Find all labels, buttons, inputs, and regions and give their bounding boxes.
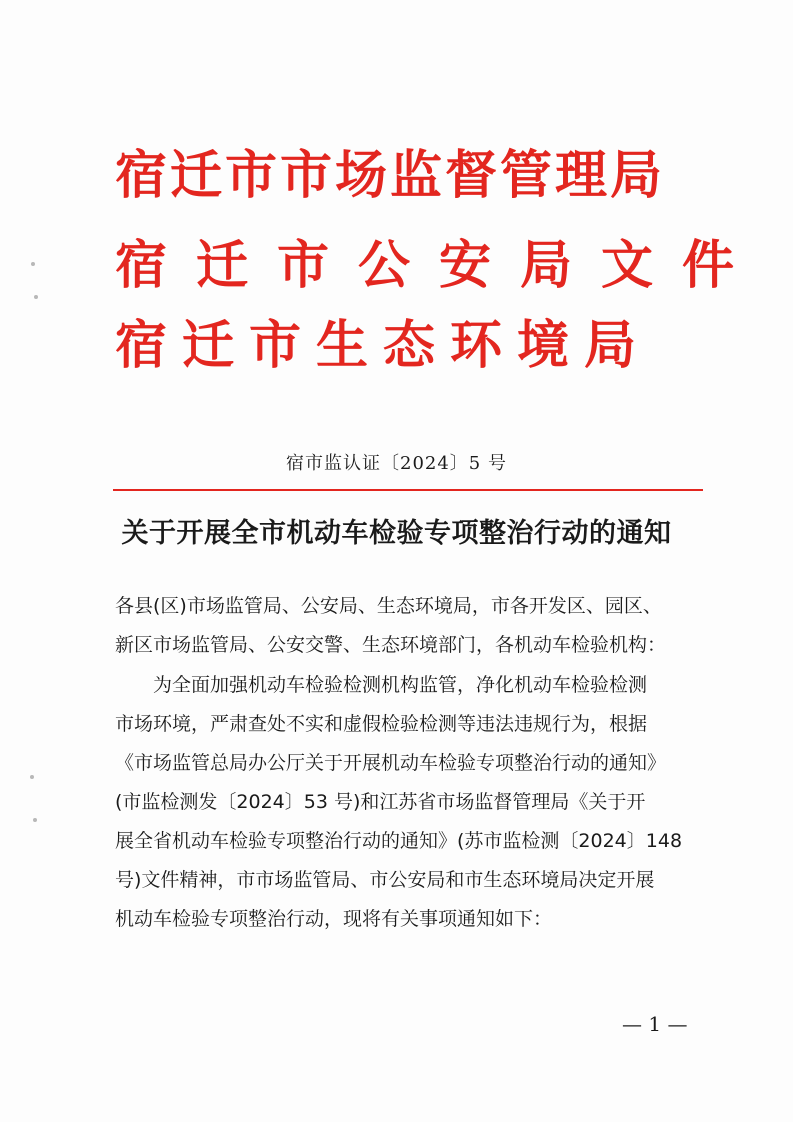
body-line: 各县(区)市场监管局、公安局、生态环境局，市各开发区、园区、 bbox=[115, 595, 662, 617]
body-line: 新区市场监管局、公安交警、生态环境部门，各机动车检验机构： bbox=[115, 634, 667, 656]
body-line: 号)文件精神，市市场监管局、市公安局和市生态环境局决定开展 bbox=[115, 869, 655, 891]
page-number: — 1 — bbox=[622, 1012, 688, 1036]
body-line: 机动车检验专项整治行动，现将有关事项通知如下： bbox=[115, 908, 553, 930]
body-line: 展全省机动车检验专项整治行动的通知》(苏市监检测〔2024〕148 bbox=[115, 830, 683, 852]
binding-hole-mark bbox=[30, 775, 34, 779]
body-line: 《市场监管总局办公厅关于开展机动车检验专项整治行动的通知》 bbox=[115, 752, 667, 774]
header-issuer-ecology-environment: 宿迁市生态环境局 bbox=[115, 315, 652, 376]
red-divider-line bbox=[113, 489, 703, 491]
document-number: 宿市监认证〔2024〕5 号 bbox=[286, 453, 507, 474]
binding-hole-mark bbox=[33, 818, 37, 822]
body-line: 市场环境，严肃查处不实和虚假检验检测等违法违规行为，根据 bbox=[115, 713, 648, 735]
notice-title: 关于开展全市机动车检验专项整治行动的通知 bbox=[121, 518, 672, 549]
header-issuer-public-security: 宿迁市公安局文件 bbox=[115, 235, 764, 296]
binding-hole-mark bbox=[31, 262, 35, 266]
binding-hole-mark bbox=[34, 295, 38, 299]
body-line: 为全面加强机动车检验检测机构监管，净化机动车检验检测 bbox=[115, 674, 648, 696]
body-line: (市监检测发〔2024〕53 号)和江苏省市场监督管理局《关于开 bbox=[115, 791, 646, 813]
header-issuer-market-regulation: 宿迁市市场监督管理局 bbox=[115, 145, 666, 206]
